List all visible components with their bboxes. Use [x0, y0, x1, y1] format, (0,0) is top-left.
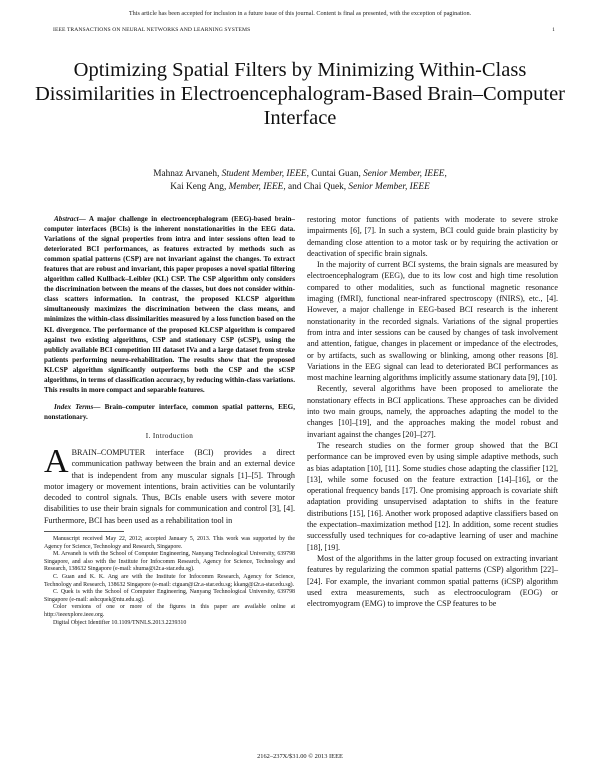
author-line-2: Kai Keng Ang, Member, IEEE, and Chai Quek, Senior Member, IEEE	[170, 182, 430, 192]
footnote-divider	[44, 531, 124, 532]
footnote-quek: C. Quek is with the School of Computer Engineering, Nanyang Technological University, 639798 Singapore (e-mail: ashcquek@ntu.edu.sg).	[44, 589, 295, 603]
index-terms-label: Index Terms	[54, 402, 94, 411]
body-paragraph: Recently, several algorithms have been proposed to ameliorate the nonstationary effects in BCI applications. These approaches can be divided into two main groups, namely, the approaches adapting the model to the changes [10]–[19], and the approaches making the model robust and invariant against the changes [20]–[27].	[307, 384, 558, 439]
body-paragraph: In the majority of current BCI systems, the brain signals are measured by electroencephalogram (EEG), due to its low cost and high time resolution compared to other modalities, such as functional magnetic resonance imaging (fMRI), functional near-infrared spectroscopy (fNIRS), etc., [4]. However, a major challenge in EEG-based BCI research is the inherent nonstationarity in the recorded signals. Variations of the signal properties from intra and inter sessions can be caused by changes of task involvement and attention, fatigue, changes in placement or impedance of the electrodes, or by artifacts, such as swallowing or blinking, among other reasons [8]. Variations in the EEG signal can lead to deteriorated BCI performances as most machine learning algorithms implicitly assume stationary data [9], [10].	[307, 260, 558, 383]
index-terms-text: — Brain–computer interface, common spatial patterns, EEG, nonstationary.	[44, 402, 295, 421]
author-block	[40, 168, 560, 194]
drop-cap: A	[44, 442, 69, 480]
page-number: 1	[552, 27, 555, 33]
copyright-line: 2162–237X/$31.00 © 2013 IEEE	[257, 753, 343, 760]
body-paragraph: restoring motor functions of patients with moderate to severe stroke impairments [6], [7]. In such a system, BCI could guide brain plasticity by demanding close attention to a motor task or by requiring the activation or deactivation of specific brain signals.	[307, 215, 558, 258]
right-column	[307, 214, 558, 609]
abstract	[44, 214, 295, 395]
intro-text: BRAIN–COMPUTER interface (BCI) provides a direct communication pathway between the brain and an external device that is independent from any muscular signals [1]–[5]. Through motor imagery or movement intentions, brain activities can be voluntarily decoded to control signals. Thus, BCIs enable users with severe motor disabilities to use their brain signals for communication and control [3], [4]. Furthermore, BCI has been used as a rehabilitation tool in	[44, 447, 295, 525]
paper-title: Optimizing Spatial Filters by Minimizing Within-Class Dissimilarities in Electroencephalogram-Based Brain–Computer Interface	[34, 59, 565, 129]
body-paragraph: The research studies on the former group showed that the BCI performance can be improved even by using simple adaptive methods, such as bias adaptation [10], [11]. Some studies chose adapting the classifier [12], [13], while some focused on the feature extraction [14]–[16], or the operational frequency bands [17]. One promising approach is covariate shift adaptation providing unsupervised adaptation to shifts in the feature distributions [15], [16]. Another work proposed adaptive classifiers based on the expectation–maximization method [12]. In addition, some recent studies successfully used techniques for co-adaptive learning of user and machine [18], [19].	[307, 440, 558, 552]
left-column	[44, 214, 295, 627]
footnotes	[44, 536, 295, 627]
intro-paragraph	[44, 442, 295, 526]
section-heading: I. Introduction	[145, 431, 194, 440]
acceptance-notice: This article has been accepted for inclusion in a future issue of this journal. Content is final as presented, with the exception of pagination.	[128, 10, 472, 17]
journal-name: IEEE TRANSACTIONS ON NEURAL NETWORKS AND LEARNING SYSTEMS	[53, 27, 251, 33]
running-head	[53, 27, 555, 33]
footnote-manuscript: Manuscript received May 22, 2012; accepted January 5, 2013. This work was supported by the Agency for Science, Technology and Research, Singapore.	[44, 536, 295, 550]
body-paragraph: Most of the algorithms in the latter group focused on extracting invariant features by regularizing the common spatial patterns (CSP) algorithm [22]–[24]. For example, the invariant common spatial patterns (iCSP) algorithm used extra measurements, such as electrooculogram (EOG) or electromyogram (EMG) to improve the CSP features to be	[307, 553, 558, 609]
footnote-doi: Digital Object Identifier 10.1109/TNNLS.2013.2239310	[53, 619, 187, 626]
footnote-guan-ang: C. Guan and K. K. Ang are with the Institute for Infocomm Research, Agency for Science, Technology and Research, 138632 Singapore (e-mail: ctguan@i2r.a-star.edu.sg; kkang@i2r.a-star.edu.sg).	[44, 574, 295, 588]
footnote-color: Color versions of one or more of the figures in this paper are available online at http://ieeexplore.ieee.org.	[44, 604, 295, 618]
abstract-label: Abstract	[54, 215, 79, 223]
author-line-1: Mahnaz Arvaneh, Student Member, IEEE, Cuntai Guan, Senior Member, IEEE,	[153, 169, 447, 179]
abstract-text: — A major challenge in electroencephalogram (EEG)-based brain–computer interfaces (BCIs) is the inherent nonstationarities in the EEG data. Variations of the signal properties from intra and inter sessions often lead to deteriorated BCI performances, as features extracted by methods such as common spatial patterns (CSP) are not invariant against the changes. To extract features that are robust and invariant, this paper proposes a novel spatial filtering algorithm called Kullback–Leibler (KL) CSP. The CSP algorithm only considers the discrimination between the means of the classes, but does not consider within-class scatters information. In contrast, the proposed KLCSP algorithm simultaneously maximizes the discrimination between the class means, and minimizes the within-class dissimilarities measured by a loss function based on the KL divergence. The performance of the proposed KLCSP algorithm is compared against two existing algorithms, CSP and stationary CSP (sCSP), using the publicly available BCI competition III dataset IVa and a large dataset from stroke patients performing neuro-rehabilitation. The results show that the proposed KLCSP algorithm significantly outperforms both the CSP and the sCSP algorithms, in terms of classification accuracy, by reducing within-class variations. This results in more compact and separable features.	[44, 215, 295, 394]
footnote-arvaneh: M. Arvaneh is with the School of Computer Engineering, Nanyang Technological University, 639798 Singapore, and also with the Institute for Infocomm Research, Agency for Science, Technology and Research, 138632 Singapore (e-mail: shuma@i2r.a-star.edu.sg).	[44, 551, 295, 573]
index-terms	[44, 402, 295, 422]
